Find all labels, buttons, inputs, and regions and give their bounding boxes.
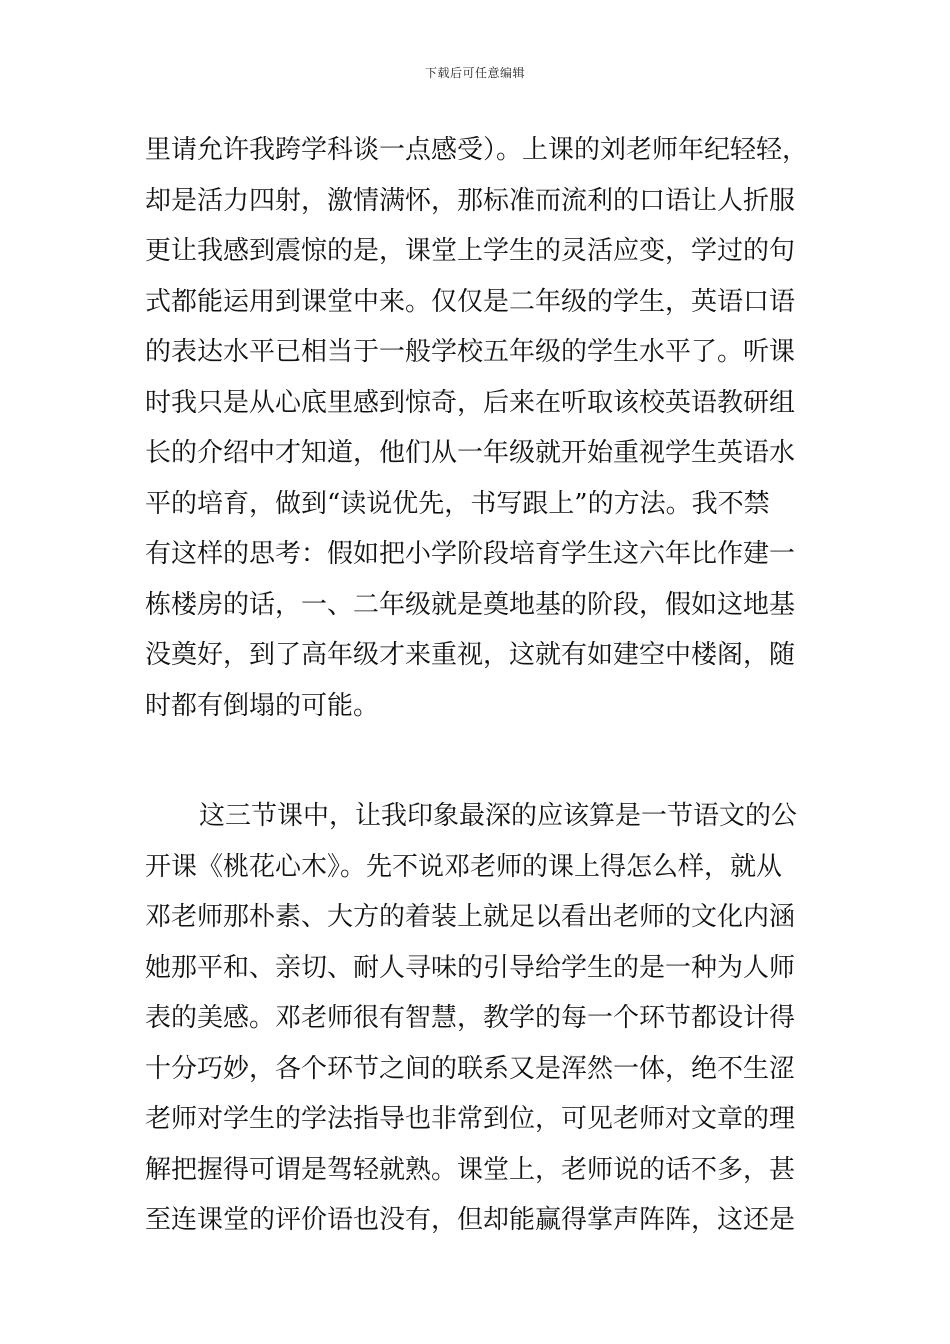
paragraph-2-line: 这三节课中，让我印象最深的应该算是一节语文的公 (199, 801, 798, 831)
paragraph-1-line: 栋楼房的话，一、二年级就是奠地基的阶段，假如这地基 (145, 589, 796, 620)
paragraph-1-line: 平的培育，做到“读说优先，书写跟上”的方法。我不禁 (145, 488, 770, 519)
paragraph-1-line: 有这样的思考：假如把小学阶段培育学生这六年比作建一 (145, 539, 796, 569)
paragraph-1-line: 长的介绍中才知道，他们从一年级就开始重视学生英语水 (145, 438, 796, 468)
paragraph-2 (145, 791, 810, 1246)
paragraph-spacer (145, 731, 810, 791)
paragraph-1-line: 式都能运用到课堂中来。仅仅是二年级的学生，英语口语 (145, 286, 796, 317)
paragraph-2-line: 表的美感。邓老师很有智慧，教学的每一个环节都设计得 (145, 1003, 796, 1033)
paragraph-1-line: 的表达水平已相当于一般学校五年级的学生水平了。听课 (145, 337, 796, 367)
document-body (145, 125, 810, 1246)
paragraph-2-line: 邓老师那朴素、大方的着装上就足以看出老师的文化内涵 (145, 902, 796, 932)
paragraph-2-line: 至连课堂的评价语也没有，但却能赢得掌声阵阵，这还是 (145, 1205, 796, 1235)
paragraph-1-line: 没奠好，到了高年级才来重视，这就有如建空中楼阁，随 (145, 640, 796, 670)
paragraph-1-line: 时我只是从心底里感到惊奇，后来在听取该校英语教研组 (145, 387, 796, 418)
paragraph-1-line: 却是活力四射，激情满怀，那标准而流利的口语让人折服 (145, 185, 796, 216)
paragraph-2-line: 她那平和、亲切、耐人寻味的引导给学生的是一种为人师 (145, 952, 796, 983)
header-note: 下载后可任意编辑 (424, 66, 525, 80)
paragraph-2-line: 解把握得可谓是驾轻就熟。课堂上，老师说的话不多，甚 (145, 1154, 796, 1185)
paragraph-1 (145, 125, 810, 731)
paragraph-2-line: 开课《桃花心木》。先不说邓老师的课上得怎么样，就从 (145, 851, 783, 882)
paragraph-1-line: 更让我感到震惊的是，课堂上学生的灵活应变，学过的句 (145, 236, 796, 266)
paragraph-1-line: 时都有倒塌的可能。 (145, 690, 380, 721)
paragraph-2-line: 十分巧妙，各个环节之间的联系又是浑然一体，绝不生涩 (145, 1053, 796, 1084)
paragraph-2-line: 老师对学生的学法指导也非常到位，可见老师对文章的理 (145, 1104, 796, 1134)
paragraph-1-line: 里请允许我跨学科谈一点感受）。上课的刘老师年纪轻轻， (145, 135, 809, 165)
